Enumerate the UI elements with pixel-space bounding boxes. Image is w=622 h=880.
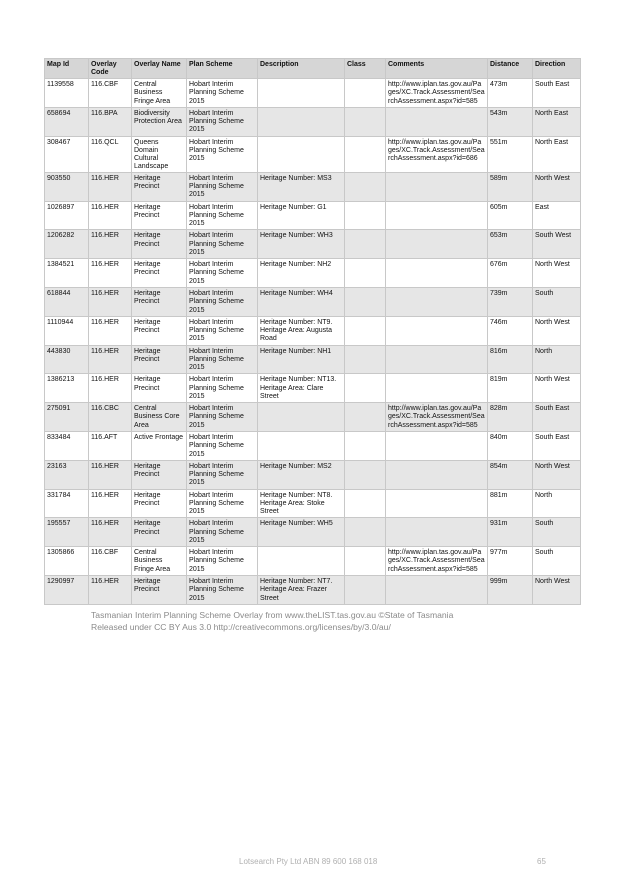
cell-description: Heritage Number: MS2 — [258, 460, 345, 489]
cell-distance: 551m — [488, 136, 533, 172]
cell-map-id: 1026897 — [45, 201, 89, 230]
cell-distance: 543m — [488, 107, 533, 136]
cell-distance: 653m — [488, 230, 533, 259]
cell-overlay-name: Central Business Fringe Area — [132, 79, 187, 108]
cell-distance: 977m — [488, 547, 533, 576]
cell-comments — [386, 287, 488, 316]
footer-page-number: 65 — [537, 857, 546, 866]
cell-overlay-code: 116.HER — [89, 172, 132, 201]
table-row — [45, 107, 581, 136]
table-row — [45, 287, 581, 316]
cell-description — [258, 107, 345, 136]
cell-class — [345, 259, 386, 288]
data-source-note — [91, 609, 571, 633]
table-row — [45, 136, 581, 172]
cell-overlay-code: 116.HER — [89, 575, 132, 604]
cell-plan-scheme: Hobart Interim Planning Scheme 2015 — [187, 201, 258, 230]
cell-map-id: 903550 — [45, 172, 89, 201]
cell-class — [345, 172, 386, 201]
cell-direction: North West — [533, 575, 581, 604]
cell-distance: 676m — [488, 259, 533, 288]
cell-overlay-code: 116.HER — [89, 374, 132, 403]
cell-plan-scheme: Hobart Interim Planning Scheme 2015 — [187, 230, 258, 259]
cell-class — [345, 489, 386, 518]
cell-direction: North West — [533, 316, 581, 345]
cell-comments: http://www.iplan.tas.gov.au/Pages/XC.Track.Assessment/SearchAssessment.aspx?id=585 — [386, 79, 488, 108]
cell-comments — [386, 374, 488, 403]
table-row — [45, 431, 581, 460]
cell-comments — [386, 316, 488, 345]
cell-overlay-name: Heritage Precinct — [132, 287, 187, 316]
cell-distance: 473m — [488, 79, 533, 108]
cell-overlay-name: Heritage Precinct — [132, 259, 187, 288]
cell-comments — [386, 259, 488, 288]
cell-map-id: 308467 — [45, 136, 89, 172]
cell-direction: North East — [533, 136, 581, 172]
cell-direction: South West — [533, 230, 581, 259]
cell-description: Heritage Number: NH1 — [258, 345, 345, 374]
cell-comments — [386, 518, 488, 547]
cell-map-id: 331784 — [45, 489, 89, 518]
cell-class — [345, 287, 386, 316]
cell-map-id: 23163 — [45, 460, 89, 489]
cell-direction: North East — [533, 107, 581, 136]
cell-overlay-name: Heritage Precinct — [132, 201, 187, 230]
cell-direction: East — [533, 201, 581, 230]
table-row — [45, 172, 581, 201]
cell-overlay-code: 116.HER — [89, 316, 132, 345]
cell-distance: 816m — [488, 345, 533, 374]
cell-overlay-code: 116.HER — [89, 259, 132, 288]
cell-class — [345, 345, 386, 374]
cell-direction: North West — [533, 259, 581, 288]
cell-overlay-code: 116.HER — [89, 489, 132, 518]
cell-map-id: 1384521 — [45, 259, 89, 288]
source-line-1: Tasmanian Interim Planning Scheme Overlay from www.theLIST.tas.gov.au ©State of Tasmania — [91, 610, 454, 620]
cell-plan-scheme: Hobart Interim Planning Scheme 2015 — [187, 403, 258, 432]
cell-description: Heritage Number: NT13. Heritage Area: Clare Street — [258, 374, 345, 403]
table-row — [45, 201, 581, 230]
overlay-table — [44, 58, 581, 605]
cell-map-id: 618844 — [45, 287, 89, 316]
cell-class — [345, 431, 386, 460]
cell-distance: 746m — [488, 316, 533, 345]
cell-overlay-code: 116.HER — [89, 201, 132, 230]
cell-distance: 931m — [488, 518, 533, 547]
cell-overlay-name: Heritage Precinct — [132, 316, 187, 345]
cell-direction: North West — [533, 374, 581, 403]
cell-direction: North — [533, 345, 581, 374]
cell-distance: 840m — [488, 431, 533, 460]
cell-plan-scheme: Hobart Interim Planning Scheme 2015 — [187, 107, 258, 136]
cell-description: Heritage Number: MS3 — [258, 172, 345, 201]
cell-overlay-code: 116.CBC — [89, 403, 132, 432]
cell-overlay-name: Queens Domain Cultural Landscape — [132, 136, 187, 172]
cell-description — [258, 431, 345, 460]
cell-plan-scheme: Hobart Interim Planning Scheme 2015 — [187, 431, 258, 460]
cell-description — [258, 403, 345, 432]
cell-plan-scheme: Hobart Interim Planning Scheme 2015 — [187, 79, 258, 108]
cell-distance: 605m — [488, 201, 533, 230]
cell-description: Heritage Number: WH3 — [258, 230, 345, 259]
header-comments: Comments — [386, 59, 488, 79]
cell-plan-scheme: Hobart Interim Planning Scheme 2015 — [187, 316, 258, 345]
table-row — [45, 79, 581, 108]
table-row — [45, 489, 581, 518]
cell-comments: http://www.iplan.tas.gov.au/Pages/XC.Track.Assessment/SearchAssessment.aspx?id=585 — [386, 547, 488, 576]
cell-plan-scheme: Hobart Interim Planning Scheme 2015 — [187, 345, 258, 374]
cell-map-id: 1386213 — [45, 374, 89, 403]
cell-overlay-name: Biodiversity Protection Area — [132, 107, 187, 136]
cell-overlay-name: Heritage Precinct — [132, 460, 187, 489]
cell-direction: South East — [533, 431, 581, 460]
cell-plan-scheme: Hobart Interim Planning Scheme 2015 — [187, 518, 258, 547]
cell-overlay-name: Central Business Core Area — [132, 403, 187, 432]
cell-overlay-code: 116.CBF — [89, 547, 132, 576]
cell-overlay-code: 116.HER — [89, 345, 132, 374]
cell-direction: South East — [533, 403, 581, 432]
cell-overlay-code: 116.HER — [89, 460, 132, 489]
cell-description: Heritage Number: NT7. Heritage Area: Frazer Street — [258, 575, 345, 604]
cell-map-id: 195557 — [45, 518, 89, 547]
cell-plan-scheme: Hobart Interim Planning Scheme 2015 — [187, 287, 258, 316]
cell-comments — [386, 172, 488, 201]
cell-overlay-name: Heritage Precinct — [132, 489, 187, 518]
cell-class — [345, 107, 386, 136]
cell-distance: 828m — [488, 403, 533, 432]
cell-description: Heritage Number: NT8. Heritage Area: Stoke Street — [258, 489, 345, 518]
source-line-2: Released under CC BY Aus 3.0 http://creativecommons.org/licenses/by/3.0/au/ — [91, 622, 391, 632]
cell-distance: 999m — [488, 575, 533, 604]
table-row — [45, 374, 581, 403]
cell-class — [345, 201, 386, 230]
table-body — [45, 79, 581, 605]
header-description: Description — [258, 59, 345, 79]
table-row — [45, 547, 581, 576]
cell-overlay-code: 116.HER — [89, 518, 132, 547]
cell-comments — [386, 575, 488, 604]
cell-comments — [386, 345, 488, 374]
cell-comments: http://www.iplan.tas.gov.au/Pages/XC.Track.Assessment/SearchAssessment.aspx?id=585 — [386, 403, 488, 432]
cell-overlay-code: 116.BPA — [89, 107, 132, 136]
header-map-id: Map Id — [45, 59, 89, 79]
cell-overlay-code: 116.QCL — [89, 136, 132, 172]
cell-description — [258, 136, 345, 172]
cell-class — [345, 403, 386, 432]
table-row — [45, 345, 581, 374]
cell-overlay-name: Active Frontage — [132, 431, 187, 460]
table-row — [45, 575, 581, 604]
cell-class — [345, 136, 386, 172]
cell-distance: 854m — [488, 460, 533, 489]
cell-comments — [386, 230, 488, 259]
table-row — [45, 259, 581, 288]
cell-map-id: 1290997 — [45, 575, 89, 604]
table-header-row — [45, 59, 581, 79]
cell-plan-scheme: Hobart Interim Planning Scheme 2015 — [187, 172, 258, 201]
cell-description: Heritage Number: WH5 — [258, 518, 345, 547]
cell-description — [258, 547, 345, 576]
cell-map-id: 1305866 — [45, 547, 89, 576]
cell-class — [345, 547, 386, 576]
cell-map-id: 833484 — [45, 431, 89, 460]
cell-overlay-name: Heritage Precinct — [132, 518, 187, 547]
cell-description: Heritage Number: NT9. Heritage Area: Augusta Road — [258, 316, 345, 345]
cell-distance: 819m — [488, 374, 533, 403]
table-row — [45, 403, 581, 432]
table-row — [45, 518, 581, 547]
cell-overlay-code: 116.HER — [89, 230, 132, 259]
footer-company: Lotsearch Pty Ltd ABN 89 600 168 018 — [239, 857, 378, 866]
cell-overlay-code: 116.AFT — [89, 431, 132, 460]
cell-overlay-code: 116.CBF — [89, 79, 132, 108]
header-class: Class — [345, 59, 386, 79]
cell-direction: South — [533, 547, 581, 576]
cell-direction: South East — [533, 79, 581, 108]
cell-description: Heritage Number: WH4 — [258, 287, 345, 316]
cell-overlay-name: Heritage Precinct — [132, 345, 187, 374]
cell-distance: 589m — [488, 172, 533, 201]
cell-overlay-name: Heritage Precinct — [132, 230, 187, 259]
cell-comments — [386, 107, 488, 136]
cell-description: Heritage Number: NH2 — [258, 259, 345, 288]
cell-direction: South — [533, 287, 581, 316]
cell-class — [345, 374, 386, 403]
table-row — [45, 316, 581, 345]
cell-class — [345, 79, 386, 108]
cell-class — [345, 230, 386, 259]
table-row — [45, 460, 581, 489]
cell-overlay-name: Heritage Precinct — [132, 172, 187, 201]
cell-map-id: 275091 — [45, 403, 89, 432]
cell-description — [258, 79, 345, 108]
cell-description: Heritage Number: G1 — [258, 201, 345, 230]
cell-distance: 881m — [488, 489, 533, 518]
cell-map-id: 658694 — [45, 107, 89, 136]
header-overlay-code: Overlay Code — [89, 59, 132, 79]
header-overlay-name: Overlay Name — [132, 59, 187, 79]
cell-class — [345, 518, 386, 547]
cell-comments — [386, 460, 488, 489]
cell-plan-scheme: Hobart Interim Planning Scheme 2015 — [187, 547, 258, 576]
cell-class — [345, 575, 386, 604]
overlay-table-container — [44, 58, 580, 605]
cell-plan-scheme: Hobart Interim Planning Scheme 2015 — [187, 136, 258, 172]
cell-plan-scheme: Hobart Interim Planning Scheme 2015 — [187, 374, 258, 403]
table-row — [45, 230, 581, 259]
cell-map-id: 1110944 — [45, 316, 89, 345]
cell-direction: South — [533, 518, 581, 547]
cell-overlay-name: Heritage Precinct — [132, 374, 187, 403]
cell-direction: North West — [533, 460, 581, 489]
cell-plan-scheme: Hobart Interim Planning Scheme 2015 — [187, 489, 258, 518]
cell-class — [345, 316, 386, 345]
cell-plan-scheme: Hobart Interim Planning Scheme 2015 — [187, 460, 258, 489]
cell-direction: North — [533, 489, 581, 518]
cell-overlay-name: Central Business Fringe Area — [132, 547, 187, 576]
cell-map-id: 443830 — [45, 345, 89, 374]
cell-overlay-code: 116.HER — [89, 287, 132, 316]
header-distance: Distance — [488, 59, 533, 79]
cell-plan-scheme: Hobart Interim Planning Scheme 2015 — [187, 575, 258, 604]
header-plan-scheme: Plan Scheme — [187, 59, 258, 79]
cell-map-id: 1206282 — [45, 230, 89, 259]
cell-comments: http://www.iplan.tas.gov.au/Pages/XC.Track.Assessment/SearchAssessment.aspx?id=686 — [386, 136, 488, 172]
cell-comments — [386, 431, 488, 460]
cell-plan-scheme: Hobart Interim Planning Scheme 2015 — [187, 259, 258, 288]
cell-map-id: 1139558 — [45, 79, 89, 108]
header-direction: Direction — [533, 59, 581, 79]
cell-direction: North West — [533, 172, 581, 201]
cell-distance: 739m — [488, 287, 533, 316]
cell-comments — [386, 201, 488, 230]
cell-overlay-name: Heritage Precinct — [132, 575, 187, 604]
cell-comments — [386, 489, 488, 518]
cell-class — [345, 460, 386, 489]
